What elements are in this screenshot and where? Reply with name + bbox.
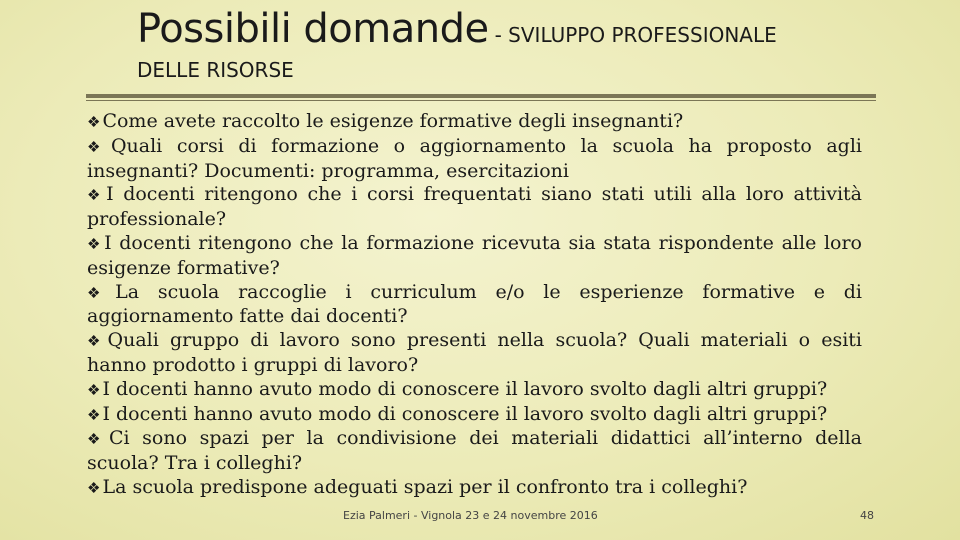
title-divider-thin [86, 100, 876, 101]
list-item: ❖ I docenti ritengono che la formazione ricevuta sia stata rispondente alle loro esigenze formative? [87, 232, 862, 281]
list-item: ❖ La scuola predispone adeguati spazi per il confronto tra i colleghi? [87, 476, 862, 501]
list-item: ❖ Quali corsi di formazione o aggiornamento la scuola ha proposto agli insegnanti? Documenti: programma, esercitazioni [87, 135, 862, 184]
footer-text: Ezia Palmeri - Vignola 23 e 24 novembre 2016 [343, 509, 598, 522]
title-line2: DELLE RISORSE [137, 58, 294, 82]
question-list [87, 110, 862, 501]
list-item: ❖ Quali gruppo di lavoro sono presenti nella scuola? Quali materiali o esiti hanno prodotto i gruppi di lavoro? [87, 329, 862, 378]
title-divider [86, 94, 876, 98]
title-subtitle: - SVILUPPO PROFESSIONALE [494, 23, 777, 47]
page-number: 48 [860, 509, 874, 522]
list-item: ❖ I docenti ritengono che i corsi frequentati siano stati utili alla loro attività professionale? [87, 183, 862, 232]
list-item: ❖ Come avete raccolto le esigenze formative degli insegnanti? [87, 110, 862, 135]
list-item: ❖ I docenti hanno avuto modo di conoscere il lavoro svolto dagli altri gruppi? [87, 378, 862, 403]
list-item: ❖ La scuola raccoglie i curriculum e/o le esperienze formative e di aggiornamento fatte dai docenti? [87, 281, 862, 330]
list-item: ❖ I docenti hanno avuto modo di conoscere il lavoro svolto dagli altri gruppi? [87, 403, 862, 428]
slide-title [137, 6, 777, 52]
list-item: ❖ Ci sono spazi per la condivisione dei materiali didattici all’interno della scuola? Tra i colleghi? [87, 427, 862, 476]
title-main: Possibili domande [137, 6, 489, 52]
